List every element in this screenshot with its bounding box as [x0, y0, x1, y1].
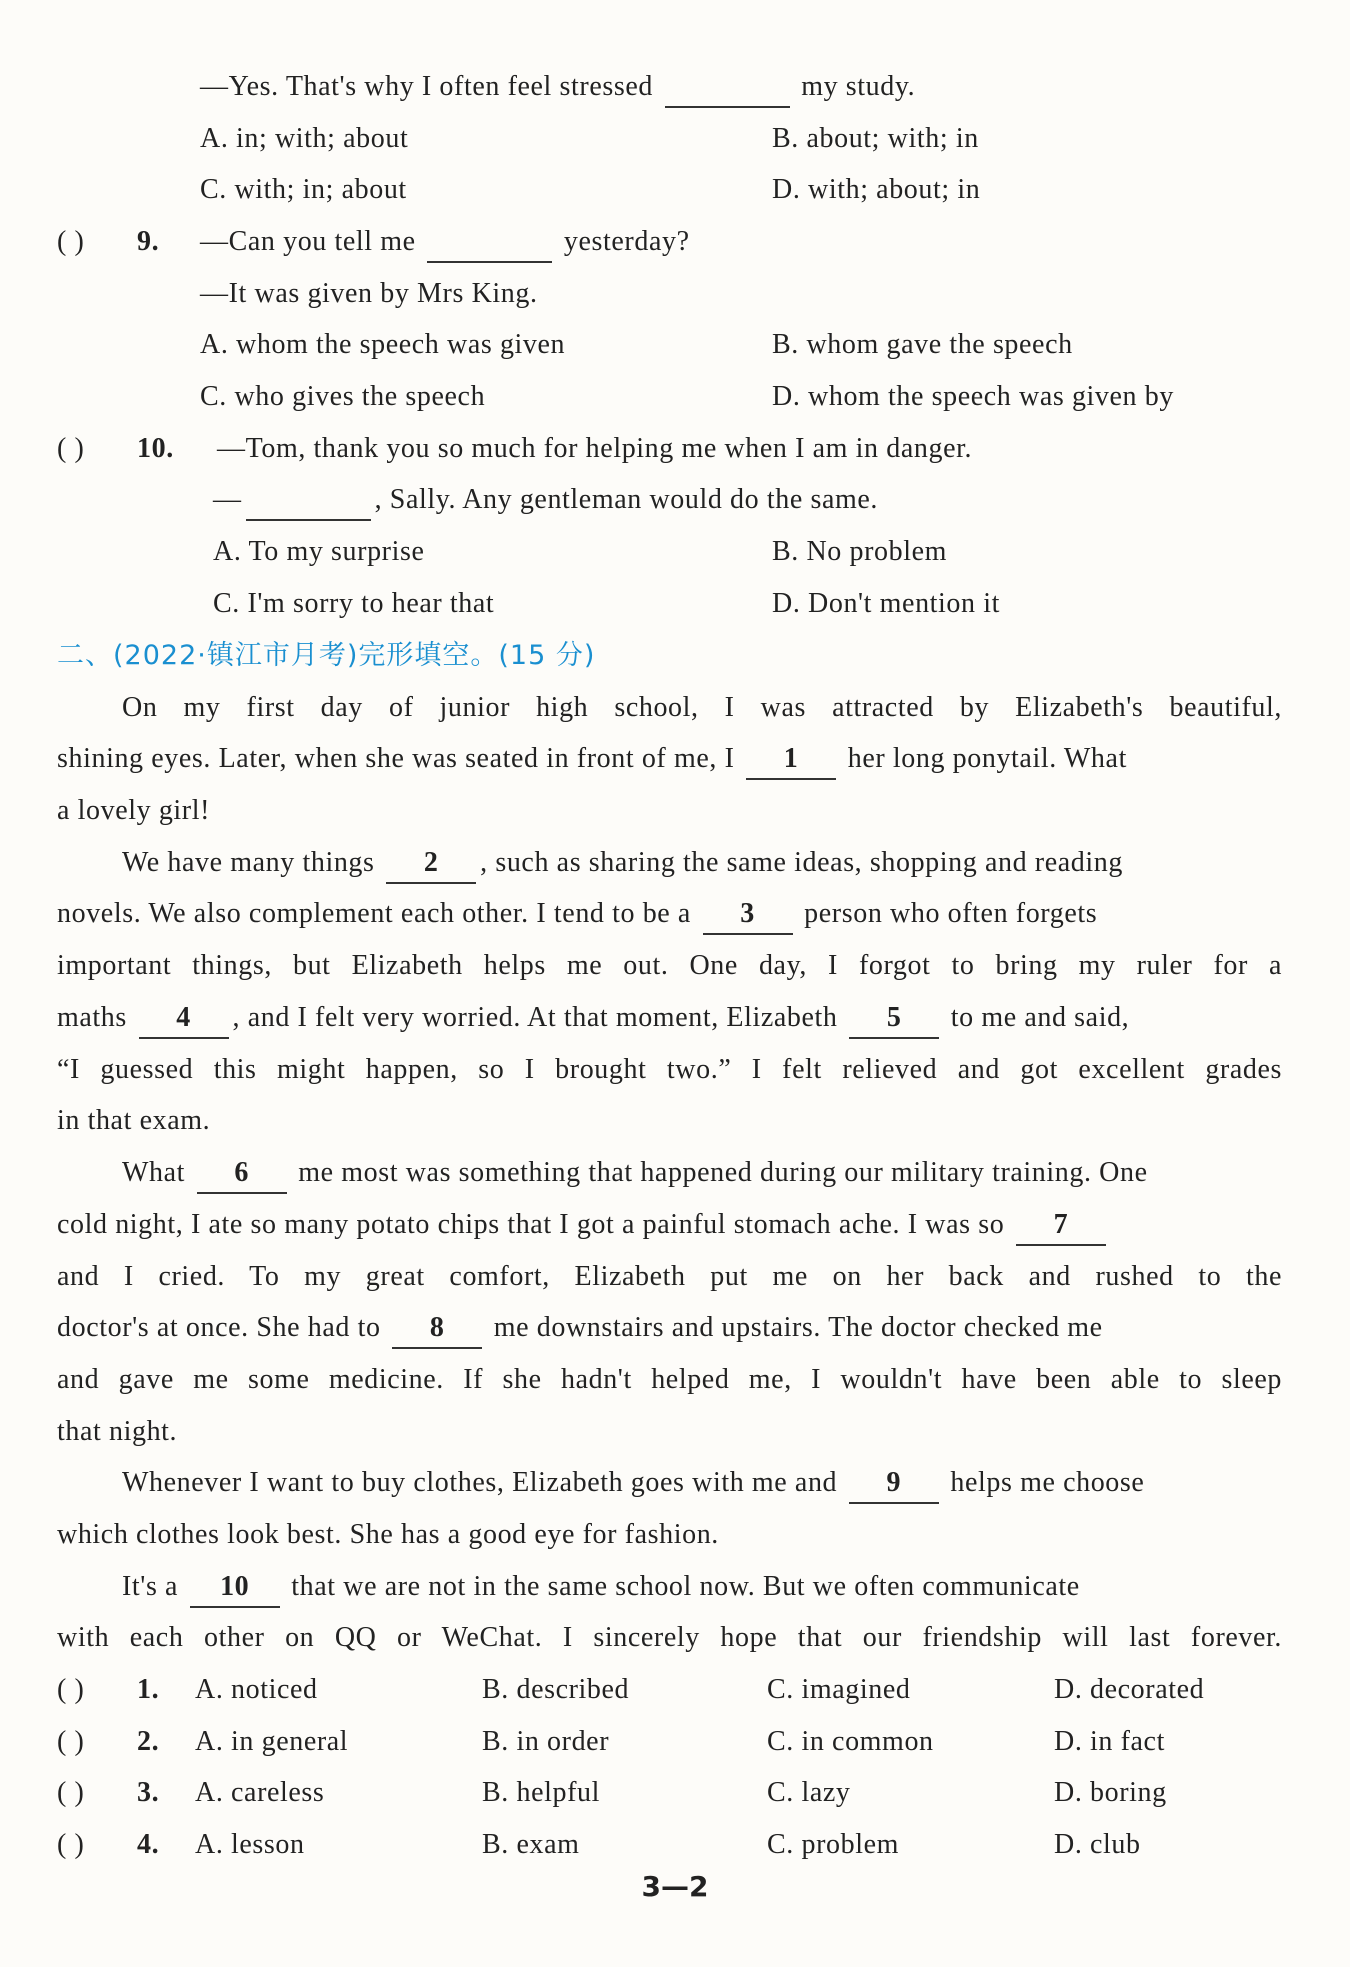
passage-text: novels. We also complement each other. I tend to be a	[57, 898, 691, 929]
q8-option-d: D. with; about; in	[772, 174, 981, 205]
cloze-option-b: B. helpful	[482, 1777, 600, 1808]
cloze-blank-9: 9	[849, 1464, 939, 1504]
q8-options-ab	[200, 114, 1280, 164]
cloze-item-number: 2.	[137, 1726, 160, 1757]
cloze-option-a: A. careless	[195, 1777, 325, 1808]
passage-text: helps me choose	[950, 1467, 1145, 1498]
q8-options-cd	[200, 165, 1280, 215]
cloze-option-a: A. noticed	[195, 1674, 318, 1705]
cloze-option-c: C. imagined	[767, 1674, 911, 1705]
passage-line	[122, 1148, 1282, 1198]
cloze-blank-8: 8	[392, 1309, 482, 1349]
q9-options-ab	[200, 320, 1280, 370]
passage-line: that night.	[57, 1416, 178, 1447]
passage-line: which clothes look best. She has a good eye for fashion.	[57, 1519, 719, 1550]
passage-text: me most was something that happened during our military training. One	[298, 1157, 1148, 1188]
q10-number: 10.	[137, 433, 174, 464]
cloze-option-d: D. club	[1054, 1829, 1141, 1860]
section-heading: 二、(2022·镇江市月考)完形填空。(15 分)	[57, 640, 596, 671]
q10-option-d: D. Don't mention it	[772, 588, 1000, 619]
passage-line: in that exam.	[57, 1105, 211, 1136]
passage-line: a lovely girl!	[57, 795, 211, 826]
passage-text: What	[122, 1157, 186, 1188]
passage-text: Whenever I want to buy clothes, Elizabeth goes with me and	[122, 1467, 838, 1498]
passage-text: doctor's at once. She had to	[57, 1312, 381, 1343]
q8-option-c: C. with; in; about	[200, 174, 407, 205]
cloze-option-d: D. boring	[1054, 1777, 1167, 1808]
q9-answer: —It was given by Mrs King.	[200, 278, 538, 309]
passage-line: with each other on QQ or WeChat. I sincerely hope that our friendship will last forever.	[57, 1622, 1282, 1653]
q8-answer-text-b: my study.	[801, 71, 916, 102]
q9-option-a: A. whom the speech was given	[200, 329, 566, 360]
passage-text: to me and said,	[950, 1002, 1130, 1033]
q9-option-c: C. who gives the speech	[200, 381, 486, 412]
q10-question: —Tom, thank you so much for helping me when I am in danger.	[217, 433, 973, 464]
q10-answer-dash: —	[213, 484, 242, 515]
passage-text: , such as sharing the same ideas, shopping and reading	[480, 847, 1123, 878]
cloze-item-4	[57, 1820, 1282, 1870]
passage-text: cold night, I ate so many potato chips that I got a painful stomach ache. I was so	[57, 1209, 1005, 1240]
cloze-item-number: 4.	[137, 1829, 160, 1860]
passage-text: person who often forgets	[804, 898, 1098, 929]
passage-line: On my first day of junior high school, I was attracted by Elizabeth's beautiful,	[122, 692, 1282, 723]
q8-answer-text-a: —Yes. That's why I often feel stressed	[200, 71, 653, 102]
passage-text: , and I felt very worried. At that moment, Elizabeth	[232, 1002, 838, 1033]
passage-line: and gave me some medicine. If she hadn't helped me, I wouldn't have been able to sleep	[57, 1364, 1282, 1395]
passage-line	[57, 889, 1282, 939]
cloze-option-c: C. in common	[767, 1726, 934, 1757]
q10-question-line	[57, 424, 1282, 474]
cloze-option-b: B. described	[482, 1674, 630, 1705]
q9-answer-paren: ( )	[57, 226, 85, 257]
q9-question	[200, 217, 690, 267]
cloze-option-d: D. decorated	[1054, 1674, 1205, 1705]
q8-option-b: B. about; with; in	[772, 123, 979, 154]
q10-answer-text: , Sally. Any gentleman would do the same.	[374, 484, 878, 515]
q10-option-b: B. No problem	[772, 536, 948, 567]
cloze-item-2	[57, 1717, 1282, 1767]
cloze-blank-5: 5	[849, 999, 939, 1039]
passage-line	[122, 838, 1282, 888]
q10-option-a: A. To my surprise	[213, 536, 425, 567]
passage-line	[57, 1303, 1282, 1353]
passage-line: important things, but Elizabeth helps me out. One day, I forgot to bring my ruler for a	[57, 950, 1282, 981]
passage-text: It's a	[122, 1571, 179, 1602]
q10-options-cd	[213, 579, 1273, 629]
q8-answer-blank	[665, 68, 790, 108]
q10-answer-line	[213, 475, 1273, 525]
cloze-answer-paren: ( )	[57, 1674, 85, 1705]
cloze-answer-paren: ( )	[57, 1726, 85, 1757]
cloze-blank-7: 7	[1016, 1206, 1106, 1246]
cloze-option-c: C. problem	[767, 1829, 899, 1860]
q10-options-ab	[213, 527, 1273, 577]
cloze-option-b: B. exam	[482, 1829, 580, 1860]
passage-line	[122, 1562, 1282, 1612]
q9-question-line	[57, 217, 1282, 267]
cloze-blank-4: 4	[139, 999, 229, 1039]
q10-answer-paren: ( )	[57, 433, 85, 464]
cloze-item-number: 1.	[137, 1674, 160, 1705]
cloze-option-a: A. lesson	[195, 1829, 305, 1860]
q9-option-b: B. whom gave the speech	[772, 329, 1073, 360]
passage-text: We have many things	[122, 847, 375, 878]
q9-options-cd	[200, 372, 1280, 422]
q9-option-d: D. whom the speech was given by	[772, 381, 1174, 412]
cloze-option-b: B. in order	[482, 1726, 610, 1757]
q9-number: 9.	[137, 226, 160, 257]
q9-blank	[427, 223, 552, 263]
passage-text: maths	[57, 1002, 127, 1033]
passage-text: that we are not in the same school now. But we often communicate	[291, 1571, 1080, 1602]
passage-line	[122, 1458, 1282, 1508]
passage-text: her long ponytail. What	[847, 743, 1127, 774]
cloze-blank-1: 1	[746, 740, 836, 780]
passage-line	[57, 1200, 1282, 1250]
cloze-blank-6: 6	[197, 1154, 287, 1194]
q10-option-c: C. I'm sorry to hear that	[213, 588, 495, 619]
passage-text: shining eyes. Later, when she was seated in front of me, I	[57, 743, 735, 774]
q10-blank	[246, 481, 371, 521]
passage-line: “I guessed this might happen, so I brought two.” I felt relieved and got excellent grades	[57, 1054, 1282, 1085]
q8-answer-line	[200, 62, 1280, 112]
cloze-answer-paren: ( )	[57, 1777, 85, 1808]
cloze-blank-2: 2	[386, 844, 476, 884]
q8-option-a: A. in; with; about	[200, 123, 409, 154]
cloze-item-1	[57, 1665, 1282, 1715]
cloze-blank-3: 3	[703, 895, 793, 935]
page-number: 3—2	[641, 1870, 709, 1903]
passage-line: and I cried. To my great comfort, Elizabeth put me on her back and rushed to the	[57, 1261, 1282, 1292]
cloze-item-3	[57, 1768, 1282, 1818]
passage-text: me downstairs and upstairs. The doctor checked me	[493, 1312, 1103, 1343]
cloze-answer-paren: ( )	[57, 1829, 85, 1860]
q9-question-text-b: yesterday?	[563, 226, 690, 257]
passage-line	[57, 734, 1282, 784]
cloze-option-c: C. lazy	[767, 1777, 851, 1808]
cloze-option-a: A. in general	[195, 1726, 349, 1757]
q9-question-text-a: —Can you tell me	[200, 226, 416, 257]
cloze-blank-10: 10	[190, 1568, 280, 1608]
cloze-option-d: D. in fact	[1054, 1726, 1165, 1757]
cloze-item-number: 3.	[137, 1777, 160, 1808]
passage-line	[57, 993, 1282, 1043]
